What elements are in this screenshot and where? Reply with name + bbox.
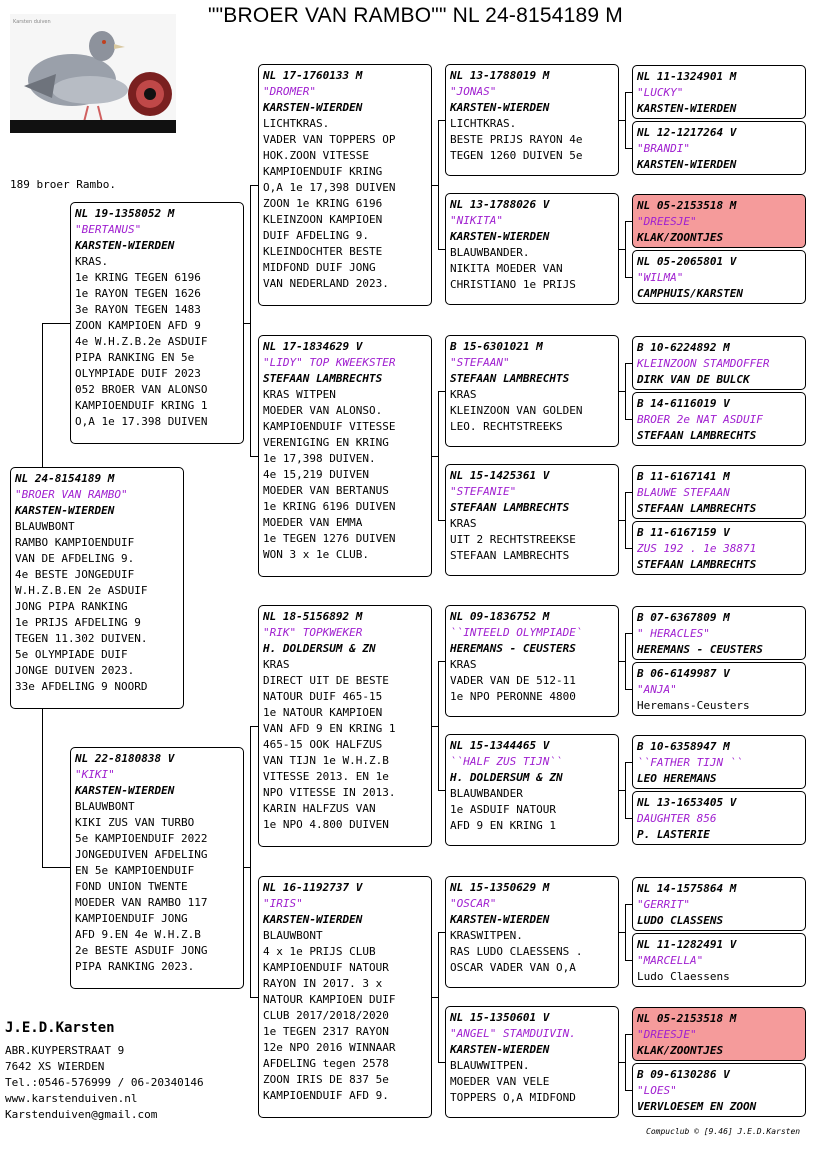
- ancestor-box: [632, 65, 806, 119]
- remark-line: AFD 9.EN 4e W.H.Z.B: [75, 928, 201, 941]
- remark-line: BLAUWBANDER.: [450, 246, 530, 259]
- great-grandparent-box: [445, 464, 619, 576]
- connector-line: [625, 148, 632, 149]
- pigeon-name: "BROER VAN RAMBO": [15, 488, 128, 501]
- owner-name: STEFAAN LAMBRECHTS: [263, 372, 383, 385]
- pigeon-name: "KIKI": [75, 768, 115, 781]
- pigeon-name: "MARCELLA": [637, 954, 704, 967]
- owner-name: STEFAAN LAMBRECHTS: [450, 501, 570, 514]
- breeder-city: 7642 XS WIERDEN: [5, 1060, 105, 1073]
- remark-line: MOEDER VAN ALONSO.: [263, 404, 383, 417]
- grandparent-box: [258, 335, 432, 577]
- pigeon-icon: [10, 14, 176, 133]
- remark-line: AFDELING tegen 2578: [263, 1057, 389, 1070]
- remark-line: BLAUWBONT: [263, 929, 323, 942]
- connector-line: [625, 1034, 632, 1035]
- remark-line: CLUB 2017/2018/2020: [263, 1009, 389, 1022]
- owner-name: STEFAAN LAMBRECHTS: [637, 429, 757, 442]
- remark-line: VAN DE AFDELING 9.: [15, 552, 135, 565]
- remark-line: BESTE PRIJS RAYON 4e: [450, 133, 583, 146]
- remark-line: OLYMPIADE DUIF 2023: [75, 367, 201, 380]
- owner-name: KARSTEN-WIERDEN: [450, 230, 550, 243]
- connector-line: [625, 277, 632, 278]
- ring-number: B 15-6301021 M: [450, 340, 543, 353]
- remark-line: KARIN HALFZUS VAN: [263, 802, 376, 815]
- ancestor-box: [632, 392, 806, 446]
- connector-line: [42, 709, 43, 867]
- connector-line: [625, 92, 626, 148]
- remark-line: 1e TEGEN 1276 DUIVEN: [263, 532, 396, 545]
- owner-name: KARSTEN-WIERDEN: [450, 101, 550, 114]
- ring-number: NL 17-1760133 M: [263, 69, 363, 82]
- remark-line: PIPA RANKING EN 5e: [75, 351, 195, 364]
- ring-number: NL 18-5156892 M: [263, 610, 363, 623]
- ancestor-box: [632, 877, 806, 931]
- connector-line: [438, 520, 445, 521]
- remark-line: 1e NPO 4.800 DUIVEN: [263, 818, 389, 831]
- remark-line: KIKI ZUS VAN TURBO: [75, 816, 195, 829]
- remark-line: KAMPIOENDUIF JONG: [75, 912, 188, 925]
- ring-number: B 11-6167141 M: [637, 470, 730, 483]
- owner-name: STEFAAN LAMBRECHTS: [450, 372, 570, 385]
- connector-line: [250, 726, 258, 727]
- owner-name: HEREMANS - CEUSTERS: [637, 643, 763, 656]
- ring-number: NL 22-8180838 V: [75, 752, 175, 765]
- ancestor-box: [632, 1063, 806, 1117]
- connector-line: [625, 633, 632, 634]
- pigeon-name: " HERACLES": [637, 627, 710, 640]
- remark-line: PIPA RANKING 2023.: [75, 960, 195, 973]
- father-box: [70, 202, 244, 444]
- connector-line: [438, 120, 439, 249]
- pigeon-name: "NIKITA": [450, 214, 503, 227]
- remark-line: NATOUR DUIF 465-15: [263, 690, 383, 703]
- connector-line: [625, 419, 632, 420]
- pigeon-photo: [10, 14, 176, 133]
- remark-line: KAMPIOENDUIF KRING: [263, 165, 383, 178]
- connector-line: [438, 1062, 445, 1063]
- remark-line: 1e ASDUIF NATOUR: [450, 803, 556, 816]
- remark-line: BLAUWBONT: [75, 800, 135, 813]
- ring-number: NL 05-2153518 M: [637, 1012, 737, 1025]
- pigeon-name: "LUCKY": [637, 86, 684, 99]
- owner-name: Ludo Claessens: [637, 970, 730, 983]
- remark-line: WON 3 x 1e CLUB.: [263, 548, 369, 561]
- breeder-website[interactable]: www.karstenduiven.nl: [5, 1092, 138, 1105]
- pigeon-name: "ANJA": [637, 683, 677, 696]
- owner-name: KARSTEN-WIERDEN: [263, 101, 363, 114]
- remark-line: ZOON IRIS DE 837 5e: [263, 1073, 389, 1086]
- connector-line: [42, 323, 70, 324]
- pigeon-name: ZUS 192 . 1e 38871: [637, 542, 757, 555]
- ring-number: NL 11-1282491 V: [637, 938, 737, 951]
- connector-line: [625, 548, 632, 549]
- ancestor-box: [632, 933, 806, 987]
- remark-line: FOND UNION TWENTE: [75, 880, 188, 893]
- remark-line: 4e BESTE JONGEDUIF: [15, 568, 135, 581]
- remark-line: ZOON KAMPIOEN AFD 9: [75, 319, 201, 332]
- remark-line: O,A 1e 17,398 DUIVEN: [263, 181, 396, 194]
- remark-line: KAMPIOENDUIF KRING 1: [75, 399, 208, 412]
- remark-line: NPO VITESSE IN 2013.: [263, 786, 396, 799]
- ring-number: B 10-6224892 M: [637, 341, 730, 354]
- ancestor-box: [632, 336, 806, 390]
- remark-line: AFD 9 EN KRING 1: [450, 819, 556, 832]
- ancestor-box: [632, 250, 806, 304]
- ancestor-box: [632, 194, 806, 248]
- remark-line: VADER VAN TOPPERS OP: [263, 133, 396, 146]
- owner-name: KARSTEN-WIERDEN: [75, 784, 175, 797]
- connector-line: [625, 818, 632, 819]
- connector-line: [250, 726, 251, 997]
- ring-number: B 06-6149987 V: [637, 667, 730, 680]
- pigeon-name: "LIDY" TOP KWEEKSTER: [263, 356, 396, 369]
- remark-line: KRAS: [450, 388, 477, 401]
- ring-number: B 10-6358947 M: [637, 740, 730, 753]
- pigeon-name: "DREESJE": [637, 215, 697, 228]
- pigeon-name: "RIK" TOPKWEKER: [263, 626, 363, 639]
- breeder-address: ABR.KUYPERSTRAAT 9: [5, 1044, 125, 1057]
- owner-name: KARSTEN-WIERDEN: [450, 1043, 550, 1056]
- remark-line: RAYON IN 2017. 3 x: [263, 977, 383, 990]
- remark-line: KRAS: [263, 658, 290, 671]
- great-grandparent-box: [445, 734, 619, 846]
- remark-line: VITESSE 2013. EN 1e: [263, 770, 389, 783]
- owner-name: HEREMANS - CEUSTERS: [450, 642, 576, 655]
- ring-number: NL 15-1350601 V: [450, 1011, 550, 1024]
- pigeon-name: "OSCAR": [450, 897, 497, 910]
- grandparent-box: [258, 876, 432, 1118]
- remark-line: KRAS WITPEN: [263, 388, 336, 401]
- grandparent-box: [258, 605, 432, 847]
- connector-line: [42, 323, 43, 467]
- ring-number: B 07-6367809 M: [637, 611, 730, 624]
- remark-line: MOEDER VAN EMMA: [263, 516, 363, 529]
- owner-name: STEFAAN LAMBRECHTS: [637, 502, 757, 515]
- owner-name: H. DOLDERSUM & ZN: [263, 642, 376, 655]
- remark-line: KRAS: [450, 658, 477, 671]
- ring-number: NL 13-1788019 M: [450, 69, 550, 82]
- remark-line: VERENIGING EN KRING: [263, 436, 389, 449]
- remark-line: 4 x 1e PRIJS CLUB: [263, 945, 376, 958]
- owner-name: LUDO CLASSENS: [637, 914, 724, 927]
- connector-line: [625, 762, 626, 818]
- remark-line: MOEDER VAN BERTANUS: [263, 484, 389, 497]
- ring-number: NL 11-1324901 M: [637, 70, 737, 83]
- owner-name: CAMPHUIS/KARSTEN: [637, 287, 743, 300]
- remark-line: MIDFOND DUIF JONG: [263, 261, 376, 274]
- connector-line: [250, 456, 258, 457]
- owner-name: DIRK VAN DE BULCK: [637, 373, 750, 386]
- pigeon-name: "IRIS": [263, 897, 303, 910]
- pigeon-name: "GERRIT": [637, 898, 690, 911]
- remark-line: EN 5e KAMPIOENDUIF: [75, 864, 195, 877]
- remark-line: 1e TEGEN 2317 RAYON: [263, 1025, 389, 1038]
- pigeon-name: KLEINZOON STAMDOFFER: [637, 357, 770, 370]
- remark-line: ZOON 1e KRING 6196: [263, 197, 383, 210]
- pigeon-name: ``FATHER TIJN ``: [637, 756, 743, 769]
- great-grandparent-box: [445, 876, 619, 988]
- ring-number: NL 17-1834629 V: [263, 340, 363, 353]
- remark-line: 4e W.H.Z.B.2e ASDUIF: [75, 335, 208, 348]
- remark-line: TEGEN 1260 DUIVEN 5e: [450, 149, 583, 162]
- ring-number: NL 12-1217264 V: [637, 126, 737, 139]
- remark-line: TEGEN 11.302 DUIVEN.: [15, 632, 148, 645]
- ring-number: NL 16-1192737 V: [263, 881, 363, 894]
- remark-line: 1e PRIJS AFDELING 9: [15, 616, 141, 629]
- note-text: 189 broer Rambo.: [10, 178, 116, 191]
- remark-line: DUIF AFDELING 9.: [263, 229, 369, 242]
- remark-line: 2e BESTE ASDUIF JONG: [75, 944, 208, 957]
- owner-name: LEO HEREMANS: [637, 772, 717, 785]
- remark-line: W.H.Z.B.EN 2e ASDUIF: [15, 584, 148, 597]
- mother-box: [70, 747, 244, 989]
- subject-box: [10, 467, 184, 709]
- connector-line: [625, 1090, 632, 1091]
- owner-name: KARSTEN-WIERDEN: [75, 239, 175, 252]
- connector-line: [625, 492, 626, 548]
- remark-line: KRAS: [450, 517, 477, 530]
- owner-name: KARSTEN-WIERDEN: [637, 158, 737, 171]
- great-grandparent-box: [445, 64, 619, 176]
- great-grandparent-box: [445, 1006, 619, 1118]
- connector-line: [625, 960, 632, 961]
- pigeon-name: "BRANDI": [637, 142, 690, 155]
- connector-line: [625, 221, 626, 277]
- pigeon-name: BLAUWE STEFAAN: [637, 486, 730, 499]
- remark-line: 1e NPO PERONNE 4800: [450, 690, 576, 703]
- remark-line: MOEDER VAN RAMBO 117: [75, 896, 208, 909]
- remark-line: OSCAR VADER VAN O,A: [450, 961, 576, 974]
- ancestor-box: [632, 662, 806, 716]
- connector-line: [438, 932, 439, 1062]
- ring-number: B 11-6167159 V: [637, 526, 730, 539]
- connector-line: [438, 661, 445, 662]
- pigeon-name: "STEFAAN": [450, 356, 510, 369]
- remark-line: 4e 15,219 DUIVEN: [263, 468, 369, 481]
- pigeon-name: "STEFANIE": [450, 485, 517, 498]
- connector-line: [250, 997, 258, 998]
- page-title: ""BROER VAN RAMBO"" NL 24-8154189 M: [208, 4, 623, 27]
- remark-line: KAMPIOENDUIF AFD 9.: [263, 1089, 389, 1102]
- owner-name: KARSTEN-WIERDEN: [263, 913, 363, 926]
- connector-line: [438, 932, 445, 933]
- connector-line: [625, 762, 632, 763]
- connector-line: [625, 92, 632, 93]
- great-grandparent-box: [445, 605, 619, 717]
- remark-line: LEO. RECHTSTREEKS: [450, 420, 563, 433]
- connector-line: [250, 185, 258, 186]
- connector-line: [625, 633, 626, 689]
- ring-number: NL 24-8154189 M: [15, 472, 115, 485]
- connector-line: [438, 391, 445, 392]
- grandparent-box: [258, 64, 432, 306]
- connector-line: [625, 904, 632, 905]
- pigeon-name: "DREESJE": [637, 1028, 697, 1041]
- remark-line: 12e NPO 2016 WINNAAR: [263, 1041, 396, 1054]
- remark-line: JONGEDUIVEN AFDELING: [75, 848, 208, 861]
- owner-name: KLAK/ZOONTJES: [637, 1044, 724, 1057]
- ancestor-box: [632, 521, 806, 575]
- connector-line: [625, 1034, 626, 1090]
- pigeon-name: ``HALF ZUS TIJN``: [450, 755, 563, 768]
- ring-number: NL 09-1836752 M: [450, 610, 550, 623]
- ring-number: B 09-6130286 V: [637, 1068, 730, 1081]
- owner-name: KARSTEN-WIERDEN: [637, 102, 737, 115]
- owner-name: VERVLOESEM EN ZOON: [637, 1100, 757, 1113]
- breeder-name: J.E.D.Karsten: [5, 1020, 115, 1036]
- remark-line: 1e KRING TEGEN 6196: [75, 271, 201, 284]
- pigeon-name: "JONAS": [450, 85, 497, 98]
- remark-line: 1e KRING 6196 DUIVEN: [263, 500, 396, 513]
- remark-line: 3e RAYON TEGEN 1483: [75, 303, 201, 316]
- connector-line: [438, 790, 445, 791]
- remark-line: HOK.ZOON VITESSE: [263, 149, 369, 162]
- ring-number: B 14-6116019 V: [637, 397, 730, 410]
- owner-name: KARSTEN-WIERDEN: [450, 913, 550, 926]
- remark-line: 1e RAYON TEGEN 1626: [75, 287, 201, 300]
- remark-line: 5e OLYMPIADE DUIF: [15, 648, 128, 661]
- remark-line: DIRECT UIT DE BESTE: [263, 674, 389, 687]
- ancestor-box: [632, 791, 806, 845]
- photo-caption: Karsten duiven: [13, 19, 51, 25]
- ancestor-box: [632, 606, 806, 660]
- pigeon-name: BROER 2e NAT ASDUIF: [637, 413, 763, 426]
- remark-line: LICHTKRAS.: [263, 117, 330, 130]
- remark-line: MOEDER VAN VELE: [450, 1075, 550, 1088]
- great-grandparent-box: [445, 193, 619, 305]
- remark-line: CHRISTIANO 1e PRIJS: [450, 278, 576, 291]
- remark-line: 33e AFDELING 9 NOORD: [15, 680, 148, 693]
- remark-line: NIKITA MOEDER VAN: [450, 262, 563, 275]
- breeder-email[interactable]: Karstenduiven@gmail.com: [5, 1108, 158, 1121]
- ring-number: NL 15-1425361 V: [450, 469, 550, 482]
- breeder-contact: [5, 1043, 204, 1123]
- pigeon-name: "ANGEL" STAMDUIVIN.: [450, 1027, 576, 1040]
- connector-line: [42, 867, 70, 868]
- ring-number: NL 19-1358052 M: [75, 207, 175, 220]
- remark-line: 5e KAMPIOENDUIF 2022: [75, 832, 208, 845]
- connector-line: [625, 363, 632, 364]
- remark-line: BLAUWBONT: [15, 520, 75, 533]
- ring-number: NL 15-1344465 V: [450, 739, 550, 752]
- connector-line: [625, 221, 632, 222]
- ancestor-box: [632, 1007, 806, 1061]
- ancestor-box: [632, 465, 806, 519]
- owner-name: KLAK/ZOONTJES: [637, 231, 724, 244]
- remark-line: RAMBO KAMPIOENDUIF: [15, 536, 135, 549]
- ring-number: NL 15-1350629 M: [450, 881, 550, 894]
- remark-line: KLEINZOON VAN GOLDEN: [450, 404, 583, 417]
- pigeon-name: "LOES": [637, 1084, 677, 1097]
- remark-line: KLEINZOON KAMPIOEN: [263, 213, 383, 226]
- owner-name: H. DOLDERSUM & ZN: [450, 771, 563, 784]
- connector-line: [625, 689, 632, 690]
- remark-line: UIT 2 RECHTSTREEKSE: [450, 533, 576, 546]
- ancestor-box: [632, 121, 806, 175]
- remark-line: 465-15 OOK HALFZUS: [263, 738, 383, 751]
- ring-number: NL 14-1575864 M: [637, 882, 737, 895]
- remark-line: VADER VAN DE 512-11: [450, 674, 576, 687]
- connector-line: [625, 904, 626, 960]
- ancestor-box: [632, 735, 806, 789]
- remark-line: RAS LUDO CLAESSENS .: [450, 945, 583, 958]
- pigeon-name: "WILMA": [637, 271, 684, 284]
- connector-line: [625, 363, 626, 419]
- great-grandparent-box: [445, 335, 619, 447]
- remark-line: O,A 1e 17.398 DUIVEN: [75, 415, 208, 428]
- pigeon-name: "BERTANUS": [75, 223, 142, 236]
- ring-number: NL 05-2153518 M: [637, 199, 737, 212]
- remark-line: 1e 17,398 DUIVEN.: [263, 452, 376, 465]
- remark-line: VAN AFD 9 EN KRING 1: [263, 722, 396, 735]
- connector-line: [438, 661, 439, 790]
- remark-line: KAMPIOENDUIF NATOUR: [263, 961, 389, 974]
- remark-line: JONG PIPA RANKING: [15, 600, 128, 613]
- remark-line: VAN NEDERLAND 2023.: [263, 277, 389, 290]
- pigeon-name: "DROMER": [263, 85, 316, 98]
- ring-number: NL 05-2065801 V: [637, 255, 737, 268]
- remark-line: 052 BROER VAN ALONSO: [75, 383, 208, 396]
- remark-line: KRAS.: [75, 255, 109, 268]
- owner-name: Heremans-Ceusters: [637, 699, 750, 712]
- owner-name: STEFAAN LAMBRECHTS: [637, 558, 757, 571]
- connector-line: [438, 120, 445, 121]
- remark-line: NATOUR KAMPIOEN DUIF: [263, 993, 396, 1006]
- owner-name: KARSTEN-WIERDEN: [15, 504, 115, 517]
- connector-line: [625, 492, 632, 493]
- remark-line: KAMPIOENDUIF VITESSE: [263, 420, 396, 433]
- owner-name: P. LASTERIE: [637, 828, 710, 841]
- remark-line: BLAUWWITPEN.: [450, 1059, 530, 1072]
- ring-number: NL 13-1788026 V: [450, 198, 550, 211]
- remark-line: KRASWITPEN.: [450, 929, 523, 942]
- breeder-phone: Tel.:0546-576999 / 06-20340146: [5, 1076, 204, 1089]
- pigeon-name: DAUGHTER 856: [637, 812, 717, 825]
- ring-number: NL 13-1653405 V: [637, 796, 737, 809]
- connector-line: [438, 249, 445, 250]
- remark-line: KLEINDOCHTER BESTE: [263, 245, 383, 258]
- remark-line: JONGE DUIVEN 2023.: [15, 664, 135, 677]
- remark-line: VAN TIJN 1e W.H.Z.B: [263, 754, 389, 767]
- software-credit: Compuclub © [9.46] J.E.D.Karsten: [646, 1127, 801, 1136]
- remark-line: STEFAAN LAMBRECHTS: [450, 549, 570, 562]
- remark-line: BLAUWBANDER: [450, 787, 523, 800]
- pigeon-name: ``INTEELD OLYMPIADE`: [450, 626, 583, 639]
- remark-line: TOPPERS O,A MIDFOND: [450, 1091, 576, 1104]
- connector-line: [250, 185, 251, 456]
- connector-line: [438, 391, 439, 520]
- remark-line: 1e NATOUR KAMPIOEN: [263, 706, 383, 719]
- remark-line: LICHTKRAS.: [450, 117, 517, 130]
